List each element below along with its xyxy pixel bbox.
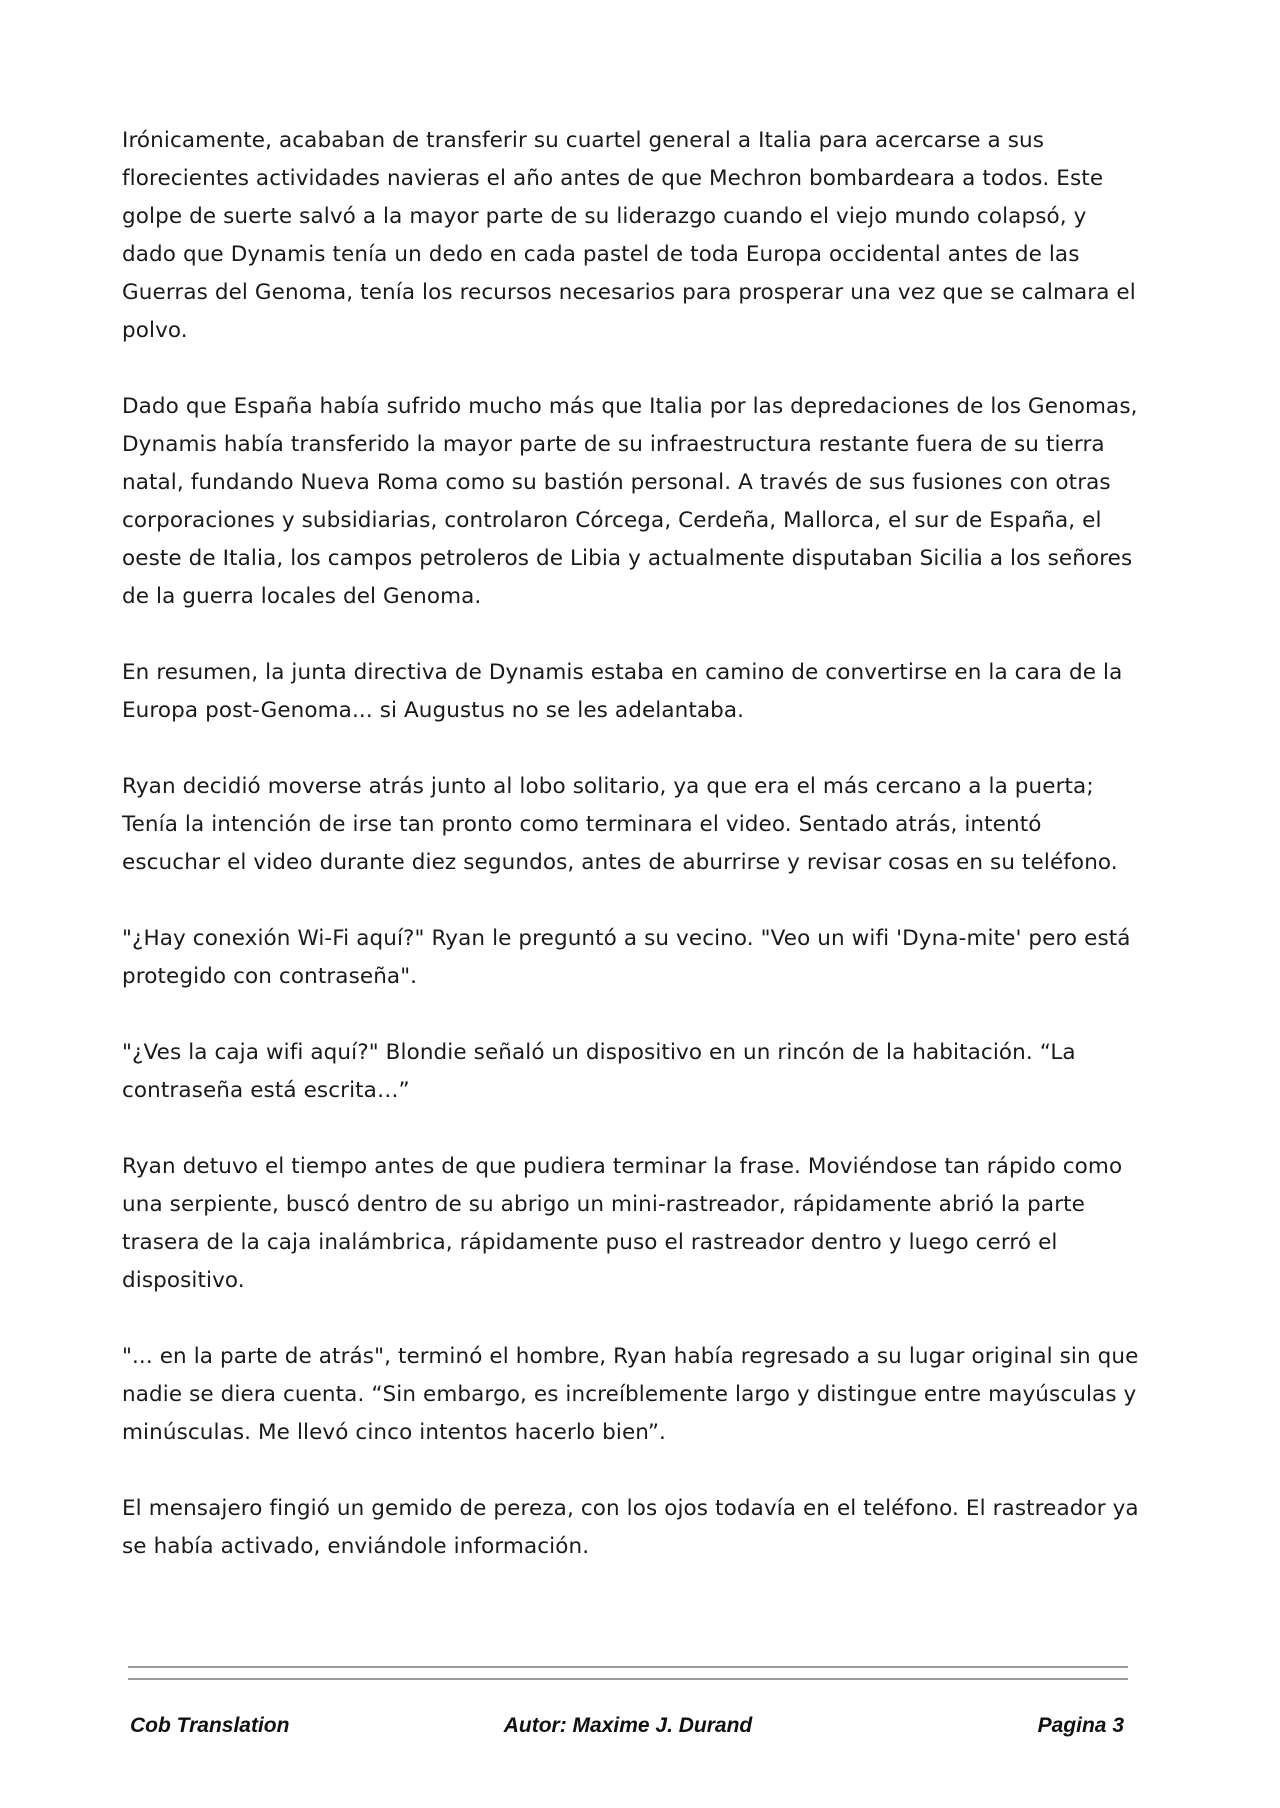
paragraph-4: Ryan decidió moverse atrás junto al lobo solitario, ya que era el más cercano a la puerta; Tenía la intención de irse tan pronto como terminara el video. Sentado atrás, intentó escuchar el video durante diez segundos, antes de aburrirse y revisar cosas en su teléfono. bbox=[122, 774, 1118, 875]
footer-rule-bottom bbox=[128, 1678, 1128, 1680]
paragraph-7: Ryan detuvo el tiempo antes de que pudiera terminar la frase. Moviéndose tan rápido como una serpiente, buscó dentro de su abrigo un mini-rastreador, rápidamente abrió la parte trasera de la caja inalámbrica, rápidamente puso el rastreador dentro y luego cerró el dispositivo. bbox=[122, 1154, 1123, 1293]
paragraph-8: "... en la parte de atrás", terminó el hombre, Ryan había regresado a su lugar original sin que nadie se diera cuenta. “Sin embargo, es increíblemente largo y distingue entre mayúsculas y minúsculas. Me llevó cinco intentos hacerlo bien”. bbox=[122, 1344, 1139, 1445]
paragraph-2: Dado que España había sufrido mucho más que Italia por las depredaciones de los Genomas, Dynamis había transferido la mayor parte de su infraestructura restante fuera de su tierra natal, fundando Nueva Roma como su bastión personal. A través de sus fusiones con otras corporaciones y subsidiarias, controlaron Córcega, Cerdeña, Mallorca, el sur de España, el oeste de Italia, los campos petroleros de Libia y actualmente disputaban Sicilia a los señores de la guerra locales del Genoma. bbox=[122, 394, 1138, 609]
footer-row bbox=[128, 1714, 1128, 1748]
footer-translator: Cob Translation bbox=[130, 1714, 290, 1737]
paragraph-3: En resumen, la junta directiva de Dynamis estaba en camino de convertirse en la cara de la Europa post-Genoma... si Augustus no se les adelantaba. bbox=[122, 660, 1123, 723]
footer-rule-top bbox=[128, 1666, 1128, 1668]
paragraph-9: El mensajero fingió un gemido de pereza, con los ojos todavía en el teléfono. El rastreador ya se había activado, enviándole información. bbox=[122, 1496, 1139, 1559]
paragraph-1: Irónicamente, acababan de transferir su cuartel general a Italia para acercarse a sus florecientes actividades navieras el año antes de que Mechron bombardeara a todos. Este golpe de suerte salvó a la mayor parte de su liderazgo cuando el viejo mundo colapsó, y dado que Dynamis tenía un dedo en cada pastel de toda Europa occidental antes de las Guerras del Genoma, tenía los recursos necesarios para prosperar una vez que se calmara el polvo. bbox=[122, 128, 1136, 343]
footer-author: Autor: Maxime J. Durand bbox=[503, 1714, 753, 1737]
footer-page-number: Pagina 3 bbox=[1037, 1714, 1124, 1737]
body-text bbox=[122, 122, 1142, 1604]
paragraph-5: "¿Hay conexión Wi-Fi aquí?" Ryan le preguntó a su vecino. "Veo un wifi 'Dyna-mite' pero está protegido con contraseña". bbox=[122, 926, 1131, 989]
paragraph-6: "¿Ves la caja wifi aquí?" Blondie señaló un dispositivo en un rincón de la habitación. “La contraseña está escrita…” bbox=[122, 1040, 1076, 1103]
page-footer bbox=[128, 1666, 1128, 1737]
